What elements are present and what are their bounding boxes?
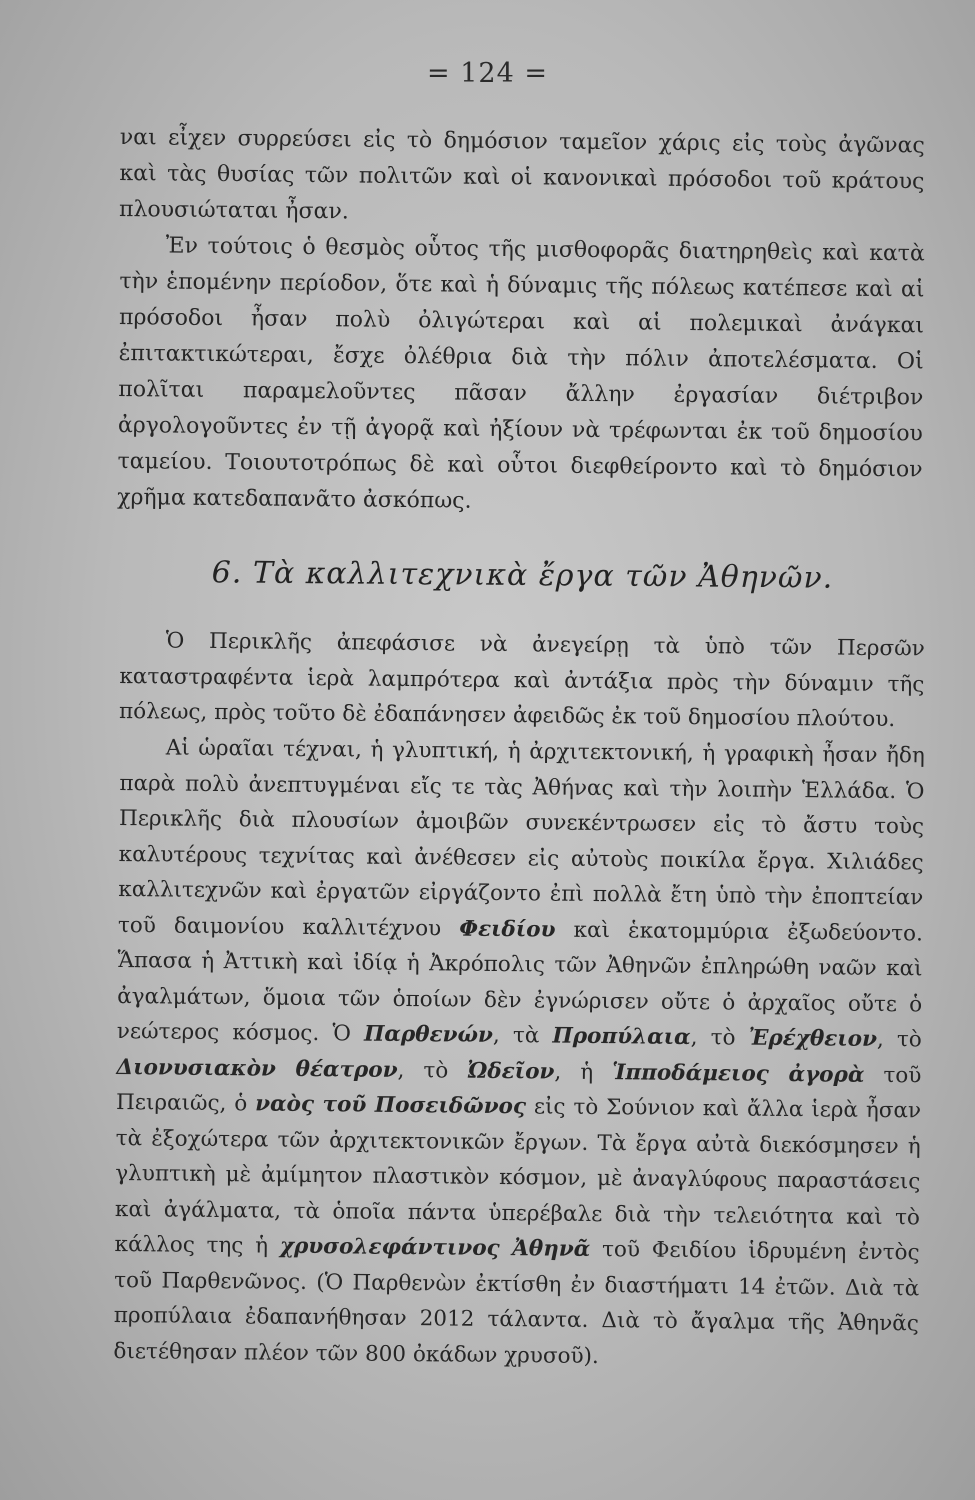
text-run: , τὸ xyxy=(397,1056,468,1083)
page-body xyxy=(113,120,925,1369)
paragraph-arts xyxy=(113,730,925,1377)
emphasis-athena: χρυσολεφάντινος Ἀθηνᾶ xyxy=(279,1233,591,1262)
text-run: , τὸ xyxy=(876,1026,922,1052)
text-run: καὶ ἑκατομμύρια ἐξωδεύοντο. Ἅπασα ἡ Ἀττικὴ καὶ ἰδίᾳ ἡ Ἀκρόπολις τῶν Ἀθηνῶν ἐπληρώθη ναῶν καὶ ἀγαλμάτων, ὅμοια τῶν ὁποίων δὲν ἐγνώρισεν οὔτε ὁ ἀρχαῖος οὔτε ὁ νεώτερος κόσμος. Ὁ xyxy=(116,916,924,1047)
page-number: = 124 = xyxy=(427,58,548,89)
emphasis-odeion: Ὠδεῖον xyxy=(467,1057,555,1084)
emphasis-theatre: Διονυσιακὸν θέατρον xyxy=(116,1053,398,1082)
text-run: Αἱ ὡραῖαι τέχναι, ἡ γλυπτική, ἡ ἀρχιτεκτονική, ἡ γραφικὴ ἦσαν ἤδη παρὰ πολὺ ἀνεπτυγμέναι εἴς τε τὰς Ἀθήνας καὶ τὴν λοιπὴν Ἑλλάδα. Ὁ Περικλῆς διὰ πλουσίων ἀμοιβῶν συνεκέντρωσεν εἰς τὸ ἄστυ τοὺς καλυτέρους τεχνίτας καὶ ἀνέθεσεν εἰς αὐτοὺς ποικίλα ἔργα. Χιλιάδες καλλιτεχνῶν καὶ ἐργατῶν εἰργάζοντο ἐπὶ πολλὰ ἔτη ὑπὸ τὴν ἐποπτείαν τοῦ δαιμονίου καλλιτέχνου xyxy=(117,734,925,941)
text-run: , τὸ xyxy=(690,1024,749,1051)
emphasis-poseidon: ναὸς τοῦ Ποσειδῶνος xyxy=(255,1090,527,1119)
text-run: , τὰ xyxy=(492,1022,553,1049)
paragraph-continuation: ναι εἶχεν συρρεύσει εἰς τὸ δημόσιον ταμεῖον χάρις εἰς τοὺς ἀγῶνας καὶ τὰς θυσίας τῶν πολιτῶν καὶ οἱ κανονικαὶ πρόσοδοι τοῦ κράτους πλουσιώταται ἦσαν. xyxy=(118,124,925,225)
text-run: τοῦ Φειδίου ἱδρυμένη ἐντὸς τοῦ Παρθενῶνος. (Ὁ Παρθενὼν ἐκτίσθη ἐν διαστήματι 14 ἐτῶν. Διὰ τὰ προπύλαια ἐδαπανήθησαν 2012 τάλαντα. Διὰ τὸ ἄγαλμα τῆς Ἀθηνᾶς διετέθησαν πλέον τῶν 800 ὀκάδων χρυσοῦ). xyxy=(113,1236,920,1369)
emphasis-propylaia: Προπύλαια xyxy=(552,1023,691,1050)
emphasis-pheidias: Φειδίου xyxy=(459,915,556,942)
text-run: , ἡ xyxy=(554,1058,613,1085)
emphasis-erechtheion: Ἐρέχθειον xyxy=(748,1025,878,1052)
paragraph-mistophoria: Ἐν τούτοις ὁ θεσμὸς οὗτος τῆς μισθοφορᾶς διατηρηθεὶς καὶ κατὰ τὴν ἑπομένην περίοδον, ὅτε καὶ ἡ δύναμις τῆς πόλεως κατέπεσε καὶ αἱ πρόσοδοι ἦσαν πολὺ ὀλιγώτεραι καὶ αἱ πολεμικαὶ ἀνάγκαι ἐπιτακτικώτεραι, ἔσχε ὀλέθρια διὰ τὴν πόλιν ἀποτελέσματα. Οἱ πολῖται παραμελοῦντες πᾶσαν ἄλλην ἐργασίαν διέτριβον ἀργολογοῦντες ἐν τῇ ἀγορᾷ καὶ ἠξίουν νὰ τρέφωνται ἐκ τοῦ δημοσίου ταμείου. Τοιουτοτρόπως δὲ καὶ οὗτοι διεφθείροντο καὶ τὸ δημόσιον χρῆμα κατεδαπανᾶτο ἀσκόπως. xyxy=(117,233,925,514)
paragraph-pericles-temples: Ὁ Περικλῆς ἀπεφάσισε νὰ ἀνεγείρῃ τὰ ὑπὸ τῶν Περσῶν καταστραφέντα ἱερὰ λαμπρότερα καὶ ἀντάξια πρὸς τὴν δύναμιν τῆς πόλεως, πρὸς τοῦτο δὲ ἐδαπάνησεν ἀφειδῶς ἐκ τοῦ δημοσίου πλούτου. xyxy=(118,628,925,733)
text-run: τοῦ Πειραιῶς, ὁ xyxy=(115,1061,922,1116)
section-heading: 6. Τὰ καλλιτεχνικὰ ἔργα τῶν Ἀθηνῶν. xyxy=(211,555,834,596)
emphasis-agora: Ἱπποδάμειος ἀγορὰ xyxy=(612,1059,865,1087)
text-run: εἰς τὸ Σούνιον καὶ ἄλλα ἱερὰ ἦσαν τὰ ἐξοχώτερα τῶν ἀρχιτεκτονικῶν ἔργων. Τὰ ἔργα αὐτὰ διεκόσμησεν ἡ γλυπτικὴ μὲ ἀμίμητον πλαστικὸν κόσμον, μὲ ἀναγλύφους παραστάσεις καὶ ἀγάλματα, τὰ ὁποῖα πάντα ὑπερέβαλε διὰ τὴν τελειότητα καὶ τὸ κάλλος της ἡ xyxy=(114,1093,922,1259)
emphasis-parthenon: Παρθενών xyxy=(363,1021,494,1048)
